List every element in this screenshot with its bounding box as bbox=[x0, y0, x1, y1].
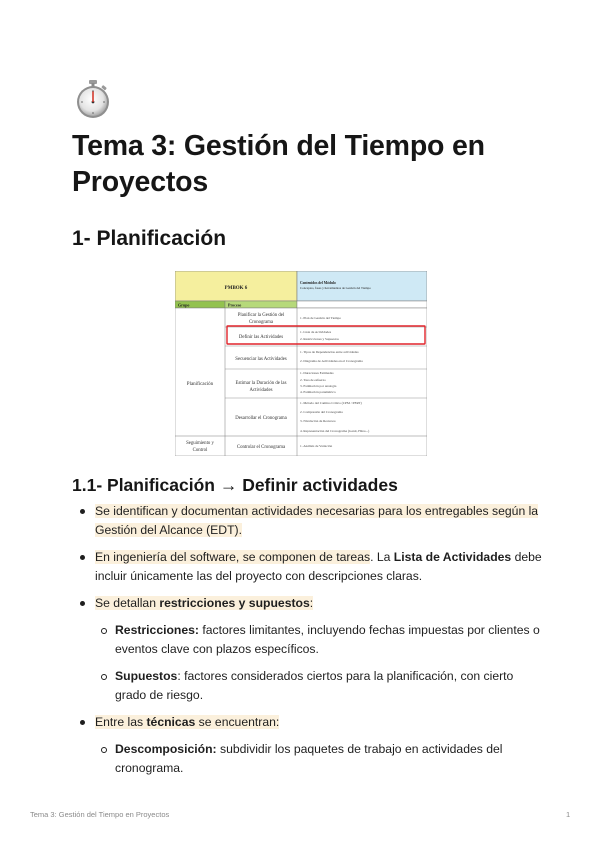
table-process: Secuenciar las Actividades bbox=[235, 357, 287, 362]
text: se encuentran: bbox=[195, 715, 280, 729]
table-group-label: Grupo bbox=[178, 302, 190, 308]
bold-text: Supuestos bbox=[115, 669, 178, 683]
text: subdividir los paquetes de trabajo en actividades del cronograma. bbox=[115, 742, 503, 775]
bold-text: Descomposición: bbox=[115, 742, 217, 756]
table-content: 2. Restricciones y Supuestos bbox=[300, 337, 339, 341]
table-header-left-text: PMBOK 6 bbox=[224, 286, 248, 291]
table-content: 2. Compresión del Cronograma bbox=[300, 410, 343, 414]
table-content: 3. Estimación por analogía bbox=[300, 384, 337, 388]
section-heading: 1- Planificación bbox=[72, 227, 227, 250]
highlighted-text bbox=[95, 596, 313, 610]
table-process: Definir las Actividades bbox=[238, 335, 284, 340]
list-item bbox=[72, 548, 542, 586]
table-process: Cronograma bbox=[249, 320, 273, 325]
table-header-right-text1: Contenidos del Módulo bbox=[300, 281, 336, 285]
bullet-list bbox=[72, 502, 542, 786]
sub-list-item bbox=[95, 621, 542, 659]
table-process: Actividades bbox=[249, 388, 273, 393]
document-title: Tema 3: Gestión del Tiempo en Proyectos bbox=[72, 130, 485, 198]
highlighted-text: Se identifican y documentan actividades necesarias para los entregables según la Gestión del Alcance (EDT). bbox=[95, 504, 539, 537]
table-group-control-2: Control bbox=[192, 448, 208, 453]
table-header-right-text2: Conceptos, fases y herramientas de Gestión del Tiempo bbox=[300, 286, 371, 290]
stopwatch-icon bbox=[72, 78, 116, 120]
table-content: 1. Plan de Gestión del Tiempo bbox=[300, 316, 342, 320]
bold-text: restricciones y supuestos bbox=[159, 596, 310, 610]
sub-list bbox=[95, 621, 542, 705]
table-process: Controlar el Cronograma bbox=[236, 445, 286, 450]
table-process-label: Proceso bbox=[228, 302, 242, 308]
text: : factores considerados ciertos para la planificación, con cierto grado de riesgo. bbox=[115, 669, 514, 702]
table-content: 4. Representación del Cronograma (Gantt, Hitos...) bbox=[300, 429, 370, 433]
subsection-heading: 1.1- Planificación → Definir actividades bbox=[72, 475, 398, 495]
highlighted-text: En ingeniería del software, se componen de tareas bbox=[95, 550, 371, 564]
list-item bbox=[72, 594, 542, 705]
table-content: 3. Nivelación de Recursos bbox=[300, 419, 336, 423]
table-content: 2. Diagrama de Actividades en el Cronograma bbox=[300, 359, 363, 363]
list-item bbox=[72, 502, 542, 540]
text: factores limitantes, incluyendo fechas impuestas por clientes o eventos clave con plazos específicos. bbox=[115, 623, 540, 656]
sub-list-item bbox=[95, 667, 542, 705]
bold-text: técnicas bbox=[146, 715, 196, 729]
table-content: 1. Duraciones Estimadas bbox=[300, 371, 334, 375]
highlighted-text bbox=[95, 715, 279, 729]
sub-list bbox=[95, 740, 542, 778]
pmbok-table-figure bbox=[175, 271, 427, 456]
table-group-planning: Planificación bbox=[186, 382, 214, 387]
text: Se detallan bbox=[95, 596, 160, 610]
bold-text: Lista de Actividades bbox=[393, 550, 512, 564]
text: Entre las bbox=[95, 715, 147, 729]
footer-title: Tema 3: Gestión del Tiempo en Proyectos bbox=[30, 810, 170, 819]
table-process: Estimar la Duración de las bbox=[235, 381, 287, 386]
table-content: 2. Tasa de esfuerzo bbox=[300, 378, 326, 382]
list-item bbox=[72, 713, 542, 778]
table-group-control-1: Seguimiento y bbox=[186, 441, 214, 446]
text: . La bbox=[370, 550, 394, 564]
page-number: 1 bbox=[566, 810, 571, 819]
text: debe incluir únicamente las del proyecto con descripciones claras. bbox=[95, 550, 542, 583]
table-content: 4. Estimación paramétrica bbox=[300, 390, 336, 394]
table-process: Desarrollar el Cronograma bbox=[235, 416, 287, 421]
table-content: 1. Tipos de Dependencias entre actividades bbox=[300, 350, 359, 354]
sub-list-item bbox=[95, 740, 542, 778]
table-process: Planificar la Gestión del bbox=[237, 313, 285, 318]
table-content: 1. Análisis de Variación bbox=[300, 444, 333, 448]
bold-text: Restricciones: bbox=[115, 623, 199, 637]
table-content: 1. Método del Camino Crítico (CPM / PERT) bbox=[300, 401, 362, 405]
text: : bbox=[309, 596, 314, 610]
table-content: 1. Lista de Actividades bbox=[300, 330, 332, 334]
